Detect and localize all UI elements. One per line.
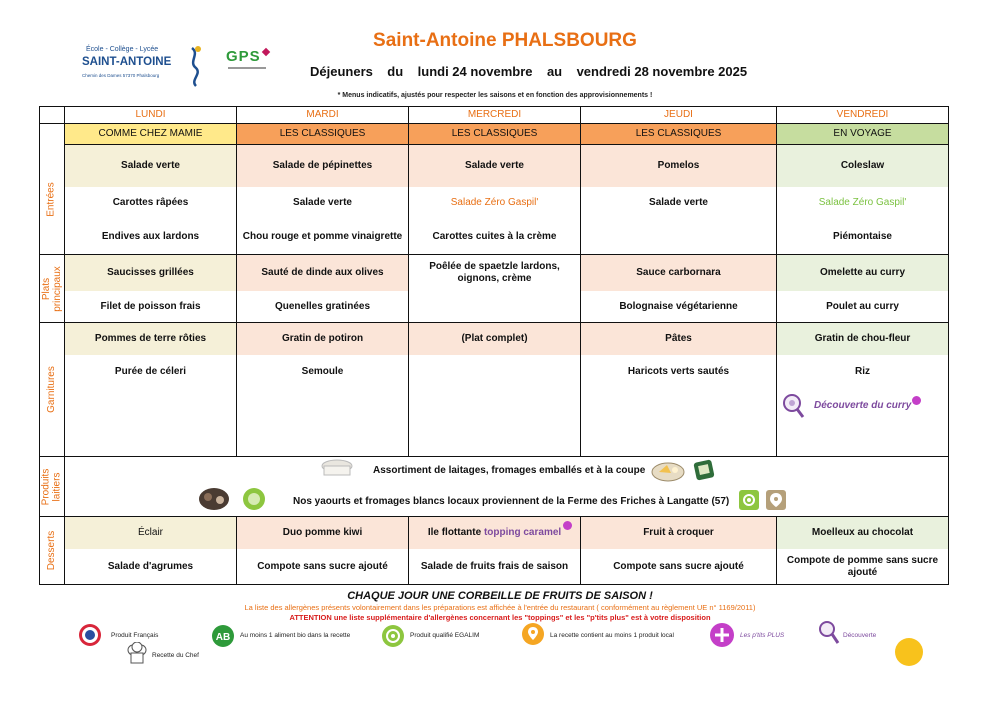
ptits-plus-icon (912, 396, 921, 405)
entree-jeudi-2: Salade verte (649, 197, 708, 208)
page-title: Saint-Antoine PHALSBOURG (373, 30, 637, 51)
entree-mardi-3: Chou rouge et pomme vinaigrette (242, 231, 403, 242)
section-label-laitiers: Produits laitiers (40, 468, 63, 505)
grid-line (39, 123, 949, 124)
entree-vendredi-1: Coleslaw (777, 145, 948, 187)
section-label-garnitures: Garnitures (46, 366, 57, 413)
garniture-mercredi-1: (Plat complet) (409, 323, 580, 355)
grid-line (580, 516, 581, 585)
legend-chef: Recette du Chef (152, 652, 199, 659)
grid-line (776, 516, 777, 585)
entree-mardi-1: Salade de pépinettes (237, 145, 408, 187)
dessert-lundi-1: Éclair (65, 517, 236, 549)
section-label-plats: Plats principaux (40, 265, 63, 312)
grid-line (39, 516, 949, 517)
plat-mercredi-1: Poêlée de spaetzle lardons, oignons, crème (429, 261, 560, 284)
plat-jeudi-2: Bolognaise végétarienne (619, 300, 738, 312)
entree-lundi-3: Endives aux lardons (101, 231, 200, 242)
entree-jeudi-1: Pomelos (581, 145, 776, 187)
laitiers-line1: Assortiment de laitages, fromages emballés et à la coupe (373, 465, 646, 476)
decouverte-legend-icon (818, 620, 840, 646)
magnifier-icon (782, 393, 806, 419)
egalim-icon-small (739, 490, 759, 510)
grid-line (39, 322, 949, 323)
dessert-mercredi-1-label: Ile flottante (427, 527, 482, 538)
grid-line (39, 584, 949, 585)
attention-note: ATTENTION une liste supplémentaire d'allergènes concernant les "toppings" et les "p'tits plus" est à votre disposition (289, 613, 711, 622)
dessert-jeudi-1: Fruit à croquer (581, 517, 776, 549)
ptits-plus-icon-dessert (563, 521, 572, 530)
dessert-vendredi-1: Moelleux au chocolat (777, 517, 948, 549)
dessert-vendredi-2: Compote de pomme sans sucre ajouté (786, 555, 939, 578)
entree-mercredi-3: Carottes cuites à la crème (432, 231, 557, 242)
day-header-jeudi: JEUDI (664, 109, 693, 120)
fruits-banner: CHAQUE JOUR UNE CORBEILLE DE FRUITS DE SAISON ! (347, 590, 653, 602)
section-label-desserts: Desserts (46, 530, 58, 571)
local-pin-icon (521, 622, 545, 648)
entree-jeudi-3 (581, 222, 776, 252)
plat-lundi-2: Filet de poisson frais (100, 300, 201, 312)
section-label-entrees: Entrées (46, 182, 57, 217)
label-badge-icon (895, 638, 923, 666)
day-header-mardi: MARDI (306, 109, 339, 120)
allergens-note: La liste des allergènes présents volontairement dans les préparations est affichée à l'entrée du restaurant ( conformément au règlement UE n° 1169/2011) (244, 603, 756, 612)
grid-line (580, 106, 581, 457)
entree-vendredi-2: Salade Zéro Gaspil' (818, 197, 907, 208)
grid-line (39, 254, 949, 255)
legend-bio: Au moins 1 aliment bio dans la recette (240, 632, 351, 639)
grid-line (408, 106, 409, 457)
theme-mardi: LES CLASSIQUES (237, 124, 408, 144)
plat-vendredi-1: Omelette au curry (777, 255, 948, 291)
cheese-pack-icon (693, 458, 715, 482)
laitiers-line2: Nos yaourts et fromages blancs locaux proviennent de la Ferme des Friches à Langatte (57) (293, 496, 730, 507)
garniture-vendredi-2: Riz (855, 366, 870, 377)
yogurt-icon (321, 458, 353, 478)
legend-ptits-plus: Les p'tits PLUS (740, 632, 785, 639)
dessert-mardi-2: Compote sans sucre ajouté (257, 561, 388, 572)
egalim-icon (381, 624, 405, 648)
ptits-plus-legend-icon (709, 622, 735, 648)
theme-jeudi: LES CLASSIQUES (581, 124, 776, 144)
dessert-mercredi-2: Salade de fruits frais de saison (420, 561, 569, 572)
plat-mardi-2: Quenelles gratinées (274, 300, 371, 312)
garniture-jeudi-1: Pâtes (581, 323, 776, 355)
plat-mercredi-2 (409, 292, 580, 321)
entree-lundi-1: Salade verte (65, 145, 236, 187)
plat-vendredi-2: Poulet au curry (826, 300, 899, 312)
dessert-mardi-1: Duo pomme kiwi (237, 517, 408, 549)
legend-francais: Produit Français (111, 632, 159, 639)
bio-ab-icon (211, 624, 235, 648)
school-logo-line2: SAINT-ANTOINE (82, 56, 172, 68)
gps-logo-text: GPS (226, 48, 261, 65)
grid-line (64, 106, 65, 585)
grid-line (236, 106, 237, 457)
grid-line (408, 516, 409, 585)
dairy-farm-photo-icon (198, 487, 230, 511)
produit-francais-icon (78, 623, 102, 647)
svg-text:AB: AB (215, 632, 231, 643)
dessert-jeudi-2: Compote sans sucre ajouté (613, 561, 744, 572)
local-product-icon-small (766, 490, 786, 510)
grid-line (236, 516, 237, 585)
menu-note: * Menus indicatifs, ajustés pour respecter les saisons et en fonction des approvisionnements ! (337, 92, 653, 99)
chef-hat-icon (126, 642, 148, 666)
legend-local: La recette contient au moins 1 produit local (550, 632, 674, 639)
legend-egalim: Produit qualifié EGALIM (410, 632, 480, 639)
theme-lundi: COMME CHEZ MAMIE (65, 124, 236, 144)
garniture-mardi-1: Gratin de potiron (237, 323, 408, 355)
garniture-jeudi-2: Haricots verts sautés (627, 366, 730, 377)
garniture-lundi-2: Purée de céleri (114, 366, 187, 377)
garniture-lundi-1: Pommes de terre rôties (65, 323, 236, 355)
garniture-mercredi-2 (409, 358, 580, 386)
entree-mercredi-1: Salade verte (409, 145, 580, 187)
plat-lundi-1: Saucisses grillées (65, 255, 236, 291)
day-header-mercredi: MERCREDI (467, 109, 522, 120)
grid-line (39, 106, 949, 107)
dessert-mercredi-1 (409, 517, 580, 549)
school-logo-line3: Chemin des Dames 57370 Phalsbourg (82, 73, 160, 78)
theme-mercredi: LES CLASSIQUES (409, 124, 580, 144)
cheese-board-icon (651, 460, 685, 482)
grid-line (948, 106, 949, 585)
ferme-friches-logo-icon (240, 487, 268, 511)
theme-vendredi: EN VOYAGE (777, 124, 948, 144)
day-header-vendredi: VENDREDI (836, 109, 889, 120)
entree-vendredi-3: Piémontaise (833, 231, 892, 242)
plat-mardi-1: Sauté de dinde aux olives (237, 255, 408, 291)
grid-line (776, 106, 777, 457)
plat-jeudi-1: Sauce carbornara (581, 255, 776, 291)
grid-line (39, 106, 40, 585)
decouverte-curry: Découverte du curry (814, 400, 912, 411)
school-logo-line1: École - Collège - Lycée (86, 46, 159, 53)
grid-line (39, 456, 949, 457)
date-range: Déjeuners du lundi 24 novembre au vendredi 28 novembre 2025 (310, 64, 748, 79)
garniture-mardi-2: Semoule (301, 366, 344, 377)
legend-decouverte: Découverte (843, 632, 877, 639)
day-header-lundi: LUNDI (135, 109, 166, 120)
entree-mardi-2: Salade verte (293, 197, 352, 208)
entree-lundi-2: Carottes râpées (112, 197, 189, 208)
garniture-vendredi-1: Gratin de chou-fleur (777, 323, 948, 355)
topping-caramel: topping caramel (483, 527, 562, 538)
entree-mercredi-2: Salade Zéro Gaspil' (450, 197, 539, 208)
grid-line (64, 144, 949, 145)
dessert-lundi-2: Salade d'agrumes (107, 561, 194, 572)
